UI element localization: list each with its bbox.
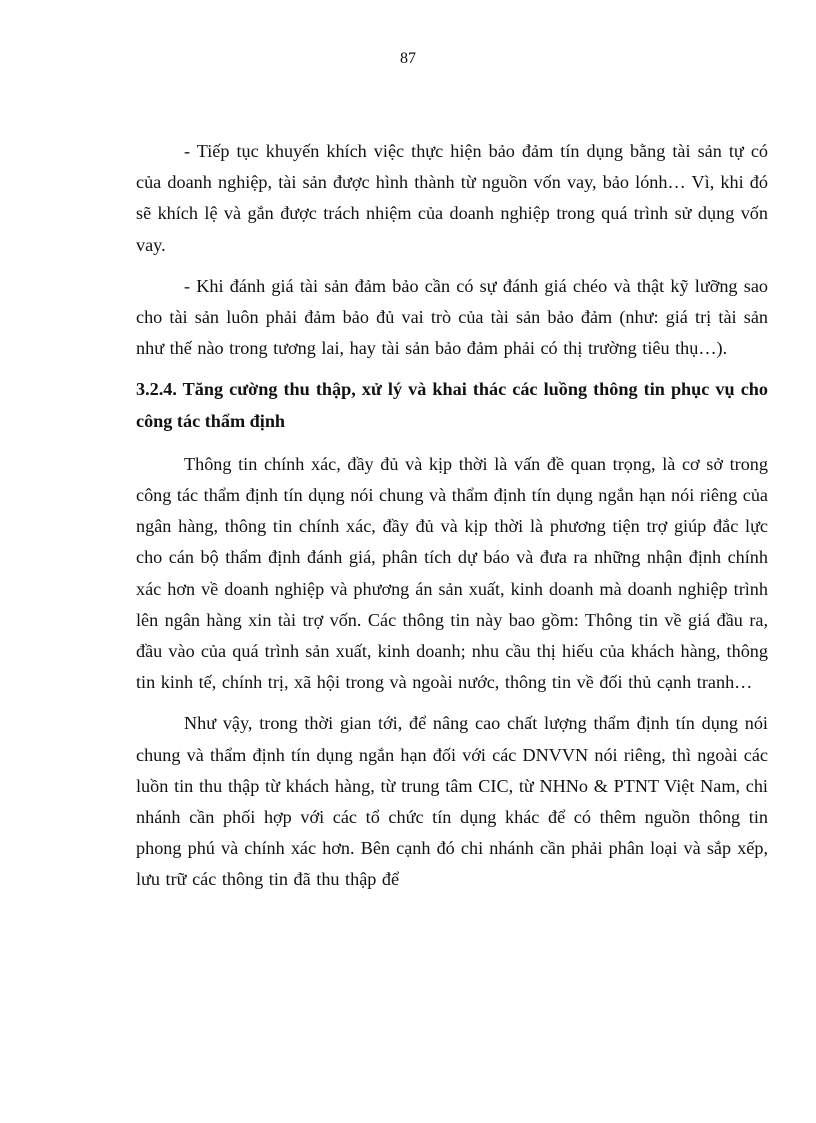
section-heading: 3.2.4. Tăng cường thu thập, xử lý và khai thác các luồng thông tin phục vụ cho công tác thẩm định [136,379,768,431]
bullet-paragraph-collateral-evaluation: - Khi đánh giá tài sản đảm bảo cần có sự đánh giá chéo và thật kỹ lưỡng sao cho tài sản luôn phải đảm bảo đủ vai trò của tài sản bảo đảm (như: giá trị tài sản như thế nào trong tương lai, hay tài sản bảo đảm phải có thị trường tiêu thụ…). [136,275,768,359]
body-paragraph-information-sources: Như vậy, trong thời gian tới, để nâng cao chất lượng thẩm định tín dụng nói chung và thẩm định tín dụng ngắn hạn đối với các DNVVN nói riêng, thì ngoài các luồn tin thu thập từ khách hàng, từ trung tâm CIC, từ NHNo & PTNT Việt Nam, chi nhánh cần phối hợp với các tổ chức tín dụng khác để có thêm nguồn thông tin phong phú và chính xác hơn. Bên cạnh đó chi nhánh cần phải phân loại và sắp xếp, lưu trữ các thông tin đã thu thập để [136,713,768,890]
page-number: 87 [400,50,416,67]
page-body [136,136,768,906]
bullet-paragraph-collateral-encouragement: - Tiếp tục khuyến khích việc thực hiện bảo đảm tín dụng bằng tài sản tự có của doanh nghiệp, tài sản được hình thành từ nguồn vốn vay, bảo lónh… Vì, khi đó sẽ khích lệ và gắn được trách nhiệm của doanh nghiệp trong quá trình sử dụng vốn vay. [136,141,768,255]
body-paragraph-information-importance: Thông tin chính xác, đầy đủ và kịp thời là vấn đề quan trọng, là cơ sở trong công tác thẩm định tín dụng nói chung và thẩm định tín dụng ngắn hạn nói riêng của ngân hàng, thông tin chính xác, đầy đủ và kịp thời là phương tiện trợ giúp đắc lực cho cán bộ thẩm định đánh giá, phân tích dự báo và đưa ra những nhận định chính xác hơn về doanh nghiệp và phương án sản xuất, kinh doanh mà doanh nghiệp trình lên ngân hàng xin tài trợ vốn. Các thông tin này bao gồm: Thông tin về giá đầu ra, đầu vào của quá trình sản xuất, kinh doanh; nhu cầu thị hiếu của khách hàng, thông tin kinh tế, chính trị, xã hội trong và ngoài nước, thông tin về đối thủ cạnh tranh… [136,453,768,693]
